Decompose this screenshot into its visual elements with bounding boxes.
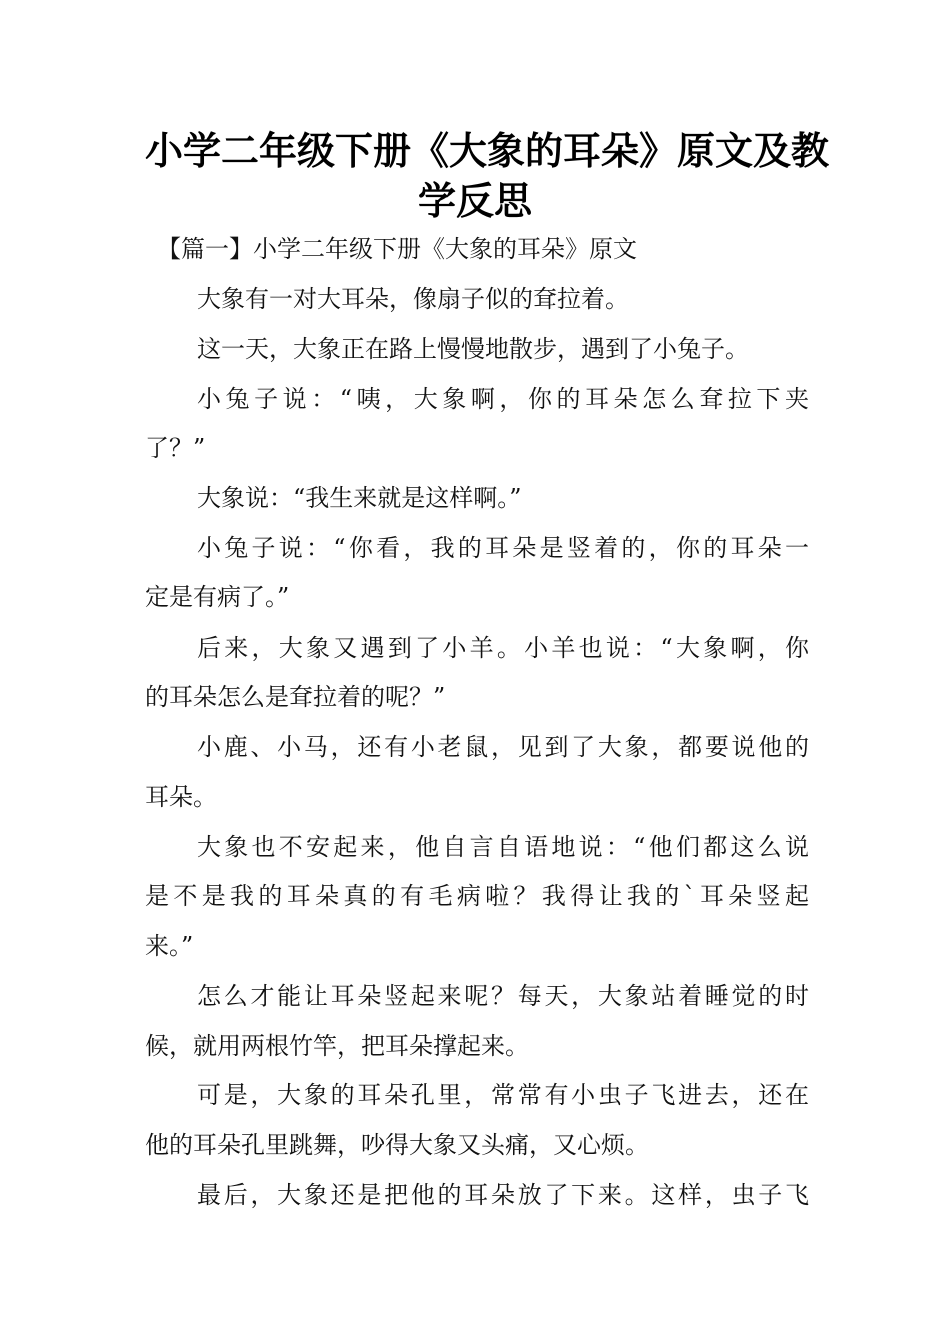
- paragraph-line: 后来，大象又遇到了小羊。小羊也说：“大象啊，你: [197, 634, 809, 662]
- paragraph-line: 是不是我的耳朵真的有毛病啦？我得让我的`耳朵竖起: [145, 882, 809, 910]
- document-title-line-1: 小学二年级下册《大象的耳朵》原文及教: [145, 129, 830, 173]
- paragraph-line: 大象也不安起来，他自言自语地说：“他们都这么说: [197, 833, 809, 861]
- section-heading: 【篇一】小学二年级下册《大象的耳朵》原文: [157, 235, 637, 263]
- paragraph-line: 这一天，大象正在路上慢慢地散步，遇到了小兔子。: [197, 335, 749, 363]
- paragraph-line: 最后，大象还是把他的耳朵放了下来。这样，虫子飞: [197, 1181, 809, 1209]
- paragraph-line: 来。”: [145, 932, 194, 960]
- paragraph-line: 小兔子说：“你看，我的耳朵是竖着的，你的耳朵一: [197, 534, 809, 562]
- paragraph-line: 怎么才能让耳朵竖起来呢？每天，大象站着睡觉的时: [197, 982, 809, 1010]
- paragraph-line: 小兔子说：“咦，大象啊，你的耳朵怎么耷拉下夹: [197, 385, 809, 413]
- paragraph-line: 他的耳朵孔里跳舞，吵得大象又头痛，又心烦。: [145, 1131, 649, 1159]
- paragraph-line: 小鹿、小马，还有小老鼠，见到了大象，都要说他的: [197, 733, 809, 761]
- paragraph-line: 定是有病了。”: [145, 583, 290, 611]
- paragraph-line: 候，就用两根竹竿，把耳朵撑起来。: [145, 1032, 529, 1060]
- paragraph-line: 耳朵。: [145, 783, 217, 811]
- paragraph-line: 大象有一对大耳朵，像扇子似的耷拉着。: [197, 285, 629, 313]
- paragraph-line: 的耳朵怎么是耷拉着的呢？”: [145, 683, 446, 711]
- paragraph-line: 大象说：“我生来就是这样啊。”: [197, 484, 522, 512]
- paragraph-line: 可是，大象的耳朵孔里，常常有小虫子飞进去，还在: [197, 1081, 809, 1109]
- document-title-line-2: 学反思: [417, 179, 532, 223]
- paragraph-line: 了？”: [145, 434, 206, 462]
